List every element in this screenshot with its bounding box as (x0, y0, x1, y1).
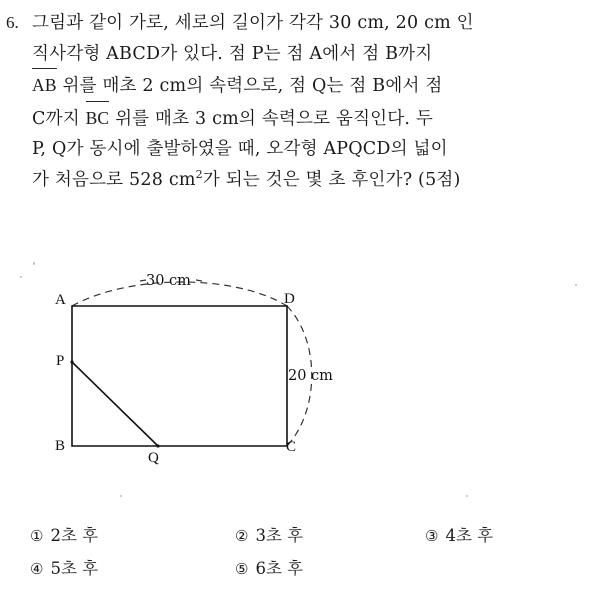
choice-4-marker: ④ (30, 560, 44, 578)
choice-5-label: 6초 후 (255, 559, 304, 578)
arc-tick-right (196, 280, 202, 281)
choice-2-label: 3초 후 (255, 526, 304, 545)
label-vertex-a: A (55, 292, 66, 308)
label-top-length: 30 cm (146, 273, 191, 289)
choice-row-2-spacer (425, 555, 575, 579)
question-line-5: P, Q가 동시에 출발하였을 때, 오각형 APQCD의 넓이 (32, 139, 448, 159)
label-point-p: P (56, 353, 65, 369)
choice-4-label: 5초 후 (50, 559, 99, 578)
rectangle-outline (72, 306, 287, 446)
question-line-6 (32, 165, 598, 196)
question-line-3 (32, 69, 598, 102)
segment-pq (72, 362, 158, 446)
label-vertex-c: C (286, 439, 297, 455)
label-side-length: 20 cm (288, 368, 333, 384)
choice-1[interactable] (30, 522, 235, 546)
point-p-marker (70, 360, 73, 363)
choice-3-marker: ③ (425, 527, 439, 545)
choice-5[interactable] (235, 555, 425, 579)
scan-speck (33, 262, 35, 265)
question-line-1: 그림과 같이 가로, 세로의 길이가 각각 30 cm, 20 cm 인 (32, 13, 474, 33)
question-line-6-a: 가 처음으로 528 cm (32, 169, 196, 190)
superscript-two: 2 (195, 167, 203, 181)
label-vertex-b: B (55, 438, 66, 454)
choice-2-marker: ② (235, 527, 249, 545)
question-line-2: 직사각형 ABCD가 있다. 점 P는 점 A에서 점 B까지 (32, 43, 433, 64)
point-q-marker (156, 444, 159, 447)
choice-3[interactable] (425, 522, 575, 546)
answer-choices (30, 522, 590, 588)
figure-rectangle-abcd (0, 250, 603, 490)
choice-4[interactable] (30, 555, 235, 579)
scan-speck (120, 495, 122, 497)
question-number: 6. (6, 13, 19, 32)
question-line-6-b: 가 되는 것은 몇 초 후인가? (5점) (202, 169, 461, 190)
question-line-4-prefix: C까지 (32, 108, 86, 129)
question-line-3-rest: 위를 매초 2 cm의 속력으로, 점 Q는 점 B에서 점 (56, 76, 443, 96)
choice-3-label: 4초 후 (445, 526, 494, 545)
scan-speck (466, 495, 468, 497)
segment-bc-overline: BC (86, 102, 110, 134)
choice-row-1 (30, 522, 590, 546)
label-point-q: Q (148, 450, 159, 466)
scan-speck (20, 276, 22, 278)
segment-ab-overline: AB (32, 69, 57, 101)
scan-speck (575, 284, 577, 286)
question-line-4 (32, 102, 598, 135)
problem-block (6, 8, 598, 195)
question-line-4-rest: 위를 매초 3 cm의 속력으로 움직인다. 두 (109, 108, 434, 129)
choice-1-marker: ① (30, 527, 44, 545)
choice-row-2 (30, 555, 590, 579)
label-vertex-d: D (284, 291, 295, 307)
choice-2[interactable] (235, 522, 425, 546)
question-text (32, 8, 598, 195)
choice-1-label: 2초 후 (50, 526, 99, 545)
choice-5-marker: ⑤ (235, 560, 249, 578)
